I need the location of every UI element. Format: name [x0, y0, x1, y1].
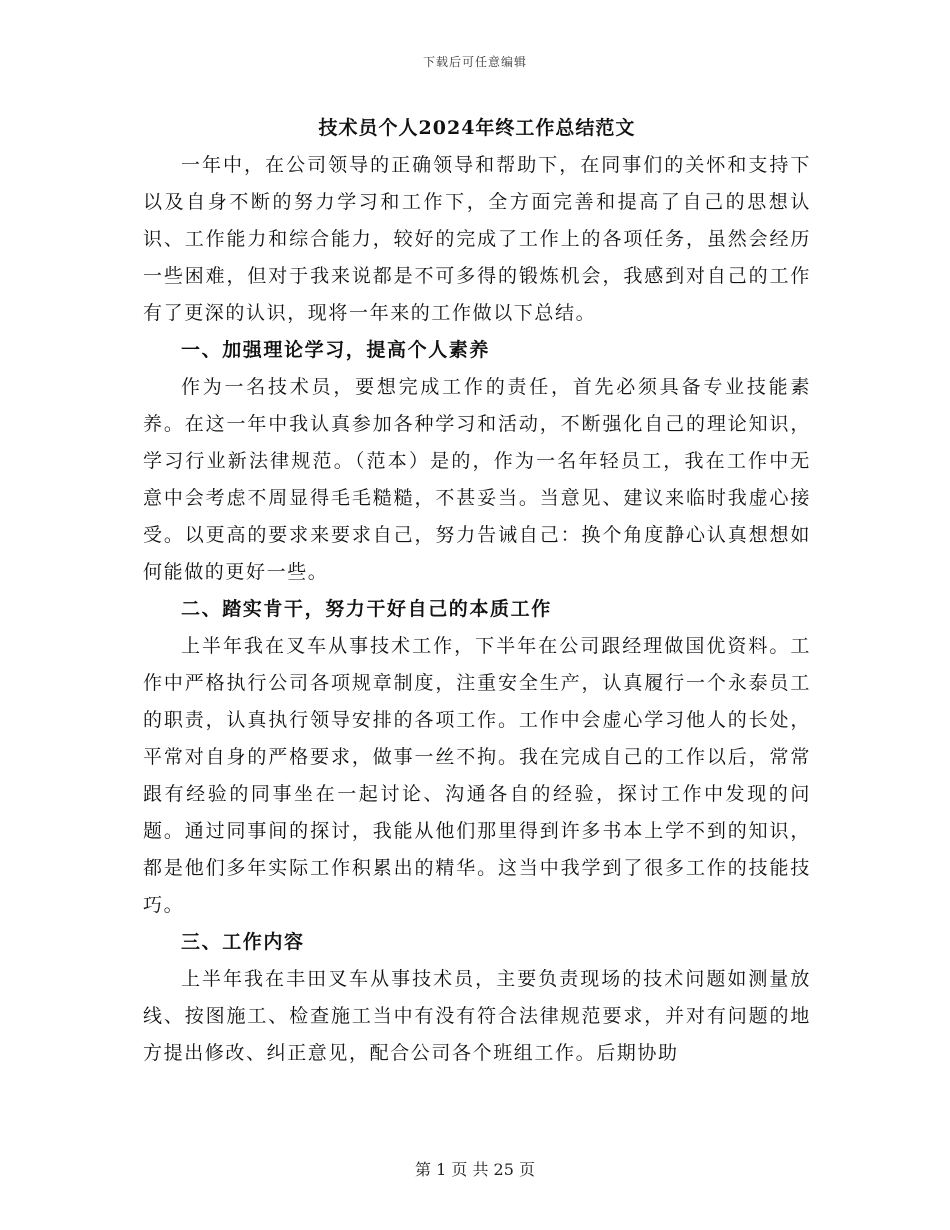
section-body-1: 作为一名技术员，要想完成工作的责任，首先必须具备专业技能素养。在这一年中我认真参加各种学习和活动，不断强化自己的理论知识，学习行业新法律规范。（范本）是的，作为一名年轻员工，我在工作中无意中会考虑不周显得毛毛糙糙，不甚妥当。当意见、建议来临时我虚心接受。以更高的要求来要求自己，努力告诫自己：换个角度静心认真想想如何能做的更好一些。 [143, 376, 811, 583]
intro-paragraph: 一年中，在公司领导的正确领导和帮助下，在同事们的关怀和支持下以及自身不断的努力学习和工作下，全方面完善和提高了自己的思想认识、工作能力和综合能力，较好的完成了工作上的各项任务，虽然会经历一些困难，但对于我来说都是不可多得的锻炼机会，我感到对自己的工作有了更深的认识，现将一年来的工作做以下总结。 [143, 154, 811, 324]
document-title: 技术员个人2024年终工作总结范文 [318, 117, 636, 139]
section-body-2: 上半年我在叉车从事技术工作，下半年在公司跟经理做国优资料。工作中严格执行公司各项规章制度，注重安全生产，认真履行一个永泰员工的职责，认真执行领导安排的各项工作。工作中会虚心学习他人的长处，平常对自身的严格要求，做事一丝不拘。我在完成自己的工作以后，常常跟有经验的同事坐在一起讨论、沟通各自的经验，探讨工作中发现的问题。通过同事间的探讨，我能从他们那里得到许多书本上学不到的知识，都是他们多年实际工作积累出的精华。这当中我学到了很多工作的技能技巧。 [143, 635, 811, 916]
page-number: 第 1 页 共 25 页 [415, 1160, 535, 1179]
document-body [143, 113, 811, 1072]
section-heading-1: 一、加强理论学习，提高个人素养 [181, 339, 491, 361]
page-header-note: 下载后可任意编辑 [422, 55, 527, 69]
section-body-3: 上半年我在丰田叉车从事技术员，主要负责现场的技术问题如测量放线、按图施工、检查施工当中有没有符合法律规范要求，并对有问题的地方提出修改、纠正意见，配合公司各个班组工作。后期协助 [143, 968, 811, 1064]
section-heading-3: 三、工作内容 [181, 931, 305, 953]
section-heading-2: 二、踏实肯干，努力干好自己的本质工作 [181, 598, 552, 620]
